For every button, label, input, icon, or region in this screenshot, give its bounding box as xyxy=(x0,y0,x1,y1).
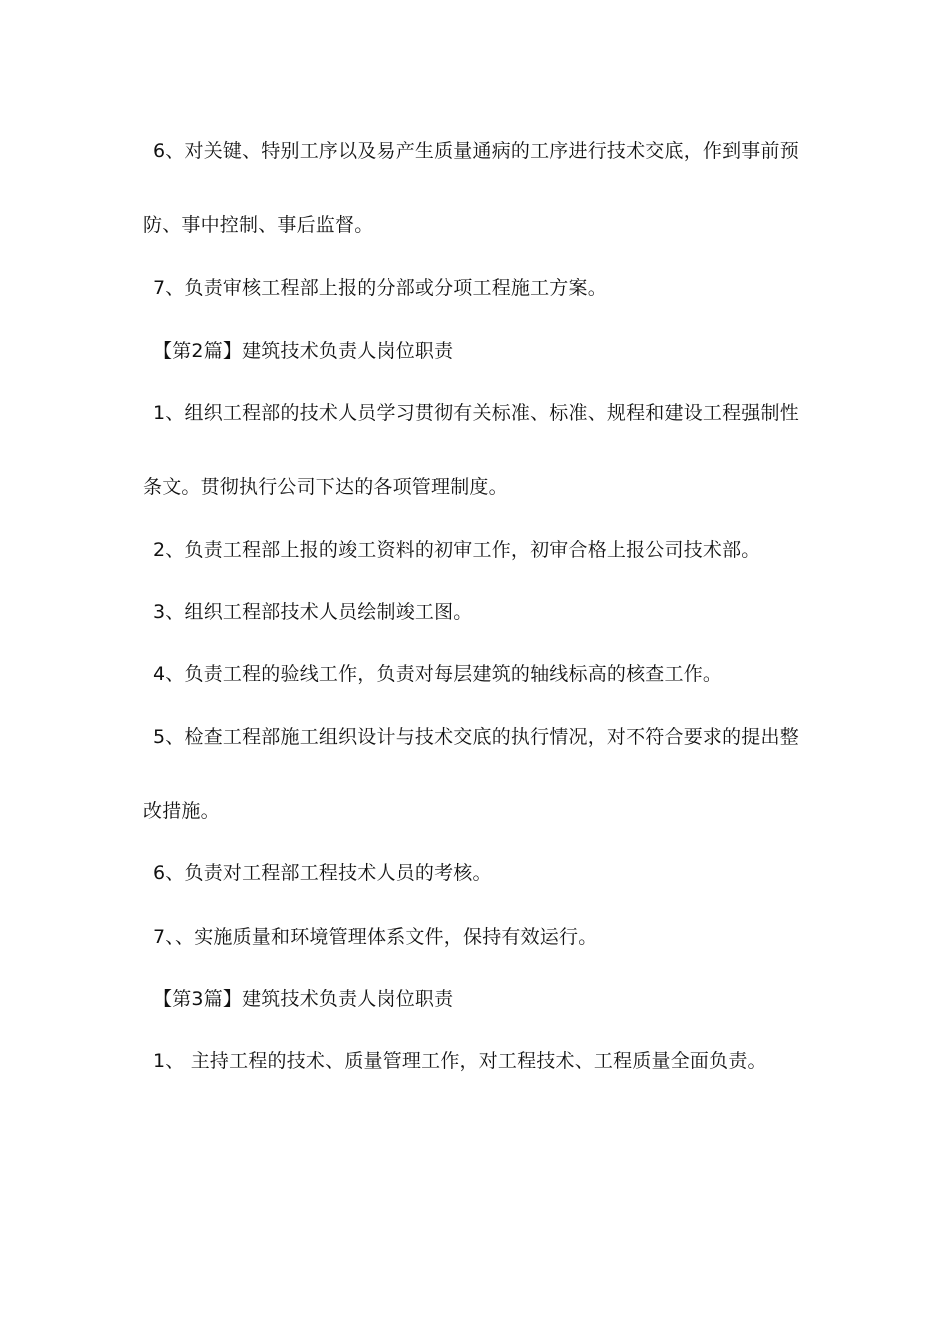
section-2-item-4: 4、负责工程的验线工作，负责对每层建筑的轴线标高的核查工作。 xyxy=(153,663,723,685)
section-heading-2: 【第2篇】建筑技术负责人岗位职责 xyxy=(153,340,454,362)
section-2-item-2: 2、负责工程部上报的竣工资料的初审工作，初审合格上报公司技术部。 xyxy=(153,539,761,561)
item-6-line-1: 6、对关键、特别工序以及易产生质量通病的工序进行技术交底，作到事前预 xyxy=(153,140,799,162)
section-2-item-3: 3、组织工程部技术人员绘制竣工图。 xyxy=(153,601,473,623)
section-2-item-5-line-1: 5、检查工程部施工组织设计与技术交底的执行情况，对不符合要求的提出整 xyxy=(153,726,799,748)
section-2-item-1-line-1: 1、组织工程部的技术人员学习贯彻有关标准、标准、规程和建设工程强制性 xyxy=(153,402,799,424)
item-7: 7、负责审核工程部上报的分部或分项工程施工方案。 xyxy=(153,277,607,299)
section-2-item-6: 6、负责对工程部工程技术人员的考核。 xyxy=(153,862,492,884)
section-2-item-5-line-2: 改措施。 xyxy=(143,800,220,822)
item-6-line-2: 防、事中控制、事后监督。 xyxy=(143,214,374,236)
section-2-item-1-line-2: 条文。贯彻执行公司下达的各项管理制度。 xyxy=(143,476,508,498)
section-3-item-1: 1、 主持工程的技术、质量管理工作，对工程技术、工程质量全面负责。 xyxy=(153,1050,767,1072)
section-heading-3: 【第3篇】建筑技术负责人岗位职责 xyxy=(153,988,454,1010)
section-2-item-7: 7、、实施质量和环境管理体系文件，保持有效运行。 xyxy=(153,926,598,948)
